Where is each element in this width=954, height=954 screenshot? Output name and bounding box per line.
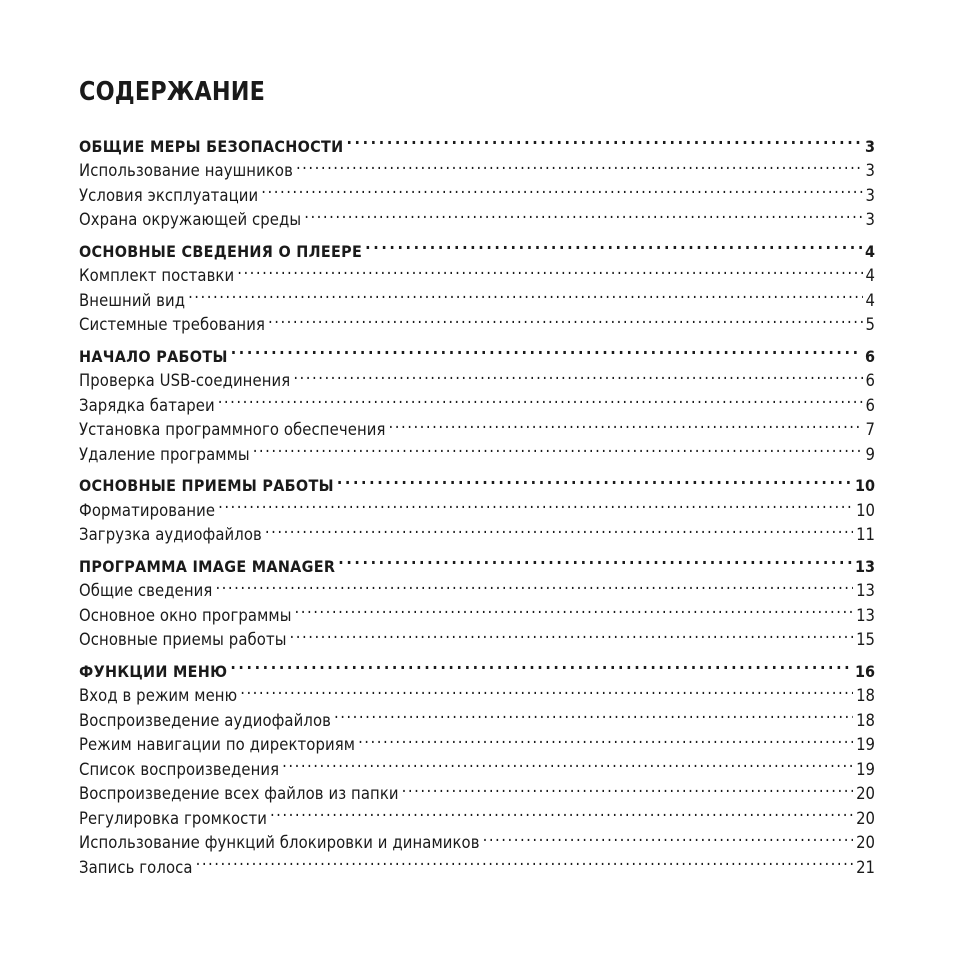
toc-entry-label: Зарядка батареи: [79, 395, 215, 415]
dot-leader: [295, 596, 854, 621]
dot-leader: [290, 621, 854, 646]
toc-entry-label: Комплект поставки: [79, 266, 235, 285]
dot-leader: [218, 386, 863, 411]
toc-page-number: 13: [856, 581, 875, 600]
toc-page-number: 3: [865, 161, 875, 180]
dot-leader: [218, 491, 853, 516]
toc-entry-label: Загрузка аудиофайлов: [79, 525, 262, 544]
toc-entry[interactable]: [79, 848, 875, 877]
toc-page-number: 20: [856, 808, 875, 828]
toc-page-number: 19: [856, 759, 875, 779]
toc-page-number: 11: [856, 525, 875, 544]
toc-page-number: 13: [854, 556, 875, 576]
toc-section: [79, 467, 875, 544]
toc-section-heading[interactable]: [79, 652, 875, 681]
toc-page-number: 16: [854, 661, 875, 681]
toc-entry-label: Общие сведения: [79, 581, 213, 600]
dot-leader: [240, 677, 853, 702]
toc-entry[interactable]: [79, 306, 875, 334]
toc-heading-label: ПРОГРАММА IMAGE MANAGER: [79, 556, 336, 576]
dot-leader: [334, 701, 853, 726]
toc-page-number: 9: [865, 444, 875, 464]
toc-page-number: 20: [856, 784, 875, 803]
toc-heading-label: ФУНКЦИИ МЕНЮ: [79, 661, 228, 681]
toc-heading-label: ОСНОВНЫЕ СВЕДЕНИЯ О ПЛЕЕРЕ: [79, 241, 363, 261]
toc-section-heading[interactable]: [79, 127, 875, 156]
toc-entry-label: Использование функций блокировки и динамиков: [79, 833, 480, 852]
toc-section: [79, 127, 875, 229]
toc-entry-label: Удаление программы: [79, 444, 250, 464]
toc-page-number: 4: [865, 266, 875, 285]
toc-entry-label: Регулировка громкости: [79, 808, 267, 828]
dot-leader: [188, 281, 862, 306]
toc-page-number: 18: [856, 686, 875, 705]
toc-heading-label: ОСНОВНЫЕ ПРИЕМЫ РАБОТЫ: [79, 476, 334, 495]
toc-section: [79, 232, 875, 334]
toc-entry-label: Форматирование: [79, 500, 216, 520]
toc-entry-label: Воспроизведение всех файлов из папки: [79, 784, 399, 803]
dot-leader: [483, 824, 854, 849]
toc-page-number: 3: [865, 210, 875, 229]
toc-page-number: 10: [856, 500, 875, 520]
toc-page: [79, 74, 875, 877]
toc-page-number: 3: [865, 185, 875, 205]
toc-page-number: 18: [856, 710, 875, 730]
toc-entry[interactable]: [79, 281, 875, 310]
dot-leader: [304, 201, 862, 226]
dot-leader: [231, 337, 862, 362]
toc-entry-label: Основное окно программы: [79, 605, 292, 625]
toc-entry-label: Основные приемы работы: [79, 630, 287, 649]
toc-page-number: 7: [865, 420, 875, 439]
toc-entry-label: Вход в режим меню: [79, 686, 238, 705]
dot-leader: [261, 176, 862, 201]
toc-page-number: 4: [865, 290, 875, 310]
dot-leader: [358, 726, 853, 751]
toc-entry-label: Внешний вид: [79, 290, 186, 310]
toc-page-number: 15: [856, 630, 875, 649]
page-title: СОДЕРЖАНИЕ: [79, 77, 266, 107]
toc-entry-label: Список воспроизведения: [79, 759, 280, 779]
toc-heading-label: НАЧАЛО РАБОТЫ: [79, 346, 228, 366]
toc-page-number: 13: [856, 605, 875, 625]
toc-page-number: 19: [856, 735, 875, 754]
dot-leader: [268, 306, 863, 331]
dot-leader: [338, 547, 852, 572]
dot-leader: [389, 411, 863, 436]
toc-page-number: 6: [865, 395, 875, 415]
table-of-contents: [79, 127, 875, 877]
dot-leader: [296, 152, 863, 177]
toc-page-number: 10: [854, 476, 875, 495]
toc-page-number: 3: [864, 136, 875, 156]
toc-entry-label: Установка программного обеспечения: [79, 420, 386, 439]
toc-heading-label: ОБЩИЕ МЕРЫ БЕЗОПАСНОСТИ: [79, 136, 344, 156]
toc-entry-label: Использование наушников: [79, 161, 293, 180]
dot-leader: [337, 467, 852, 492]
dot-leader: [253, 435, 863, 460]
toc-entry-label: Условия эксплуатации: [79, 185, 259, 205]
dot-leader: [282, 750, 853, 775]
toc-section: [79, 547, 875, 649]
dot-leader: [230, 652, 852, 677]
toc-section-heading[interactable]: [79, 467, 875, 495]
toc-page-number: 21: [856, 857, 875, 877]
toc-section-heading[interactable]: [79, 232, 875, 261]
toc-entry-label: Запись голоса: [79, 857, 193, 877]
toc-entry-label: Охрана окружающей среды: [79, 210, 302, 229]
toc-entry-label: Системные требования: [79, 315, 265, 334]
dot-leader: [346, 127, 862, 152]
toc-section: [79, 337, 875, 464]
toc-page-number: 6: [865, 371, 875, 390]
toc-section-heading[interactable]: [79, 337, 875, 366]
toc-entry-label: Режим навигации по директориям: [79, 735, 356, 754]
dot-leader: [196, 848, 854, 873]
toc-section: [79, 652, 875, 877]
dot-leader: [237, 257, 862, 282]
dot-leader: [402, 775, 853, 800]
dot-leader: [215, 572, 853, 597]
toc-entry-label: Проверка USB-соединения: [79, 371, 291, 390]
dot-leader: [293, 362, 862, 387]
toc-page-number: 6: [864, 346, 875, 366]
toc-entry-label: Воспроизведение аудиофайлов: [79, 710, 331, 730]
dot-leader: [270, 799, 853, 824]
toc-page-number: 4: [864, 241, 875, 261]
toc-page-number: 5: [865, 315, 875, 334]
dot-leader: [265, 516, 853, 541]
dot-leader: [365, 232, 862, 257]
toc-page-number: 20: [856, 833, 875, 852]
toc-section-heading[interactable]: [79, 547, 875, 576]
